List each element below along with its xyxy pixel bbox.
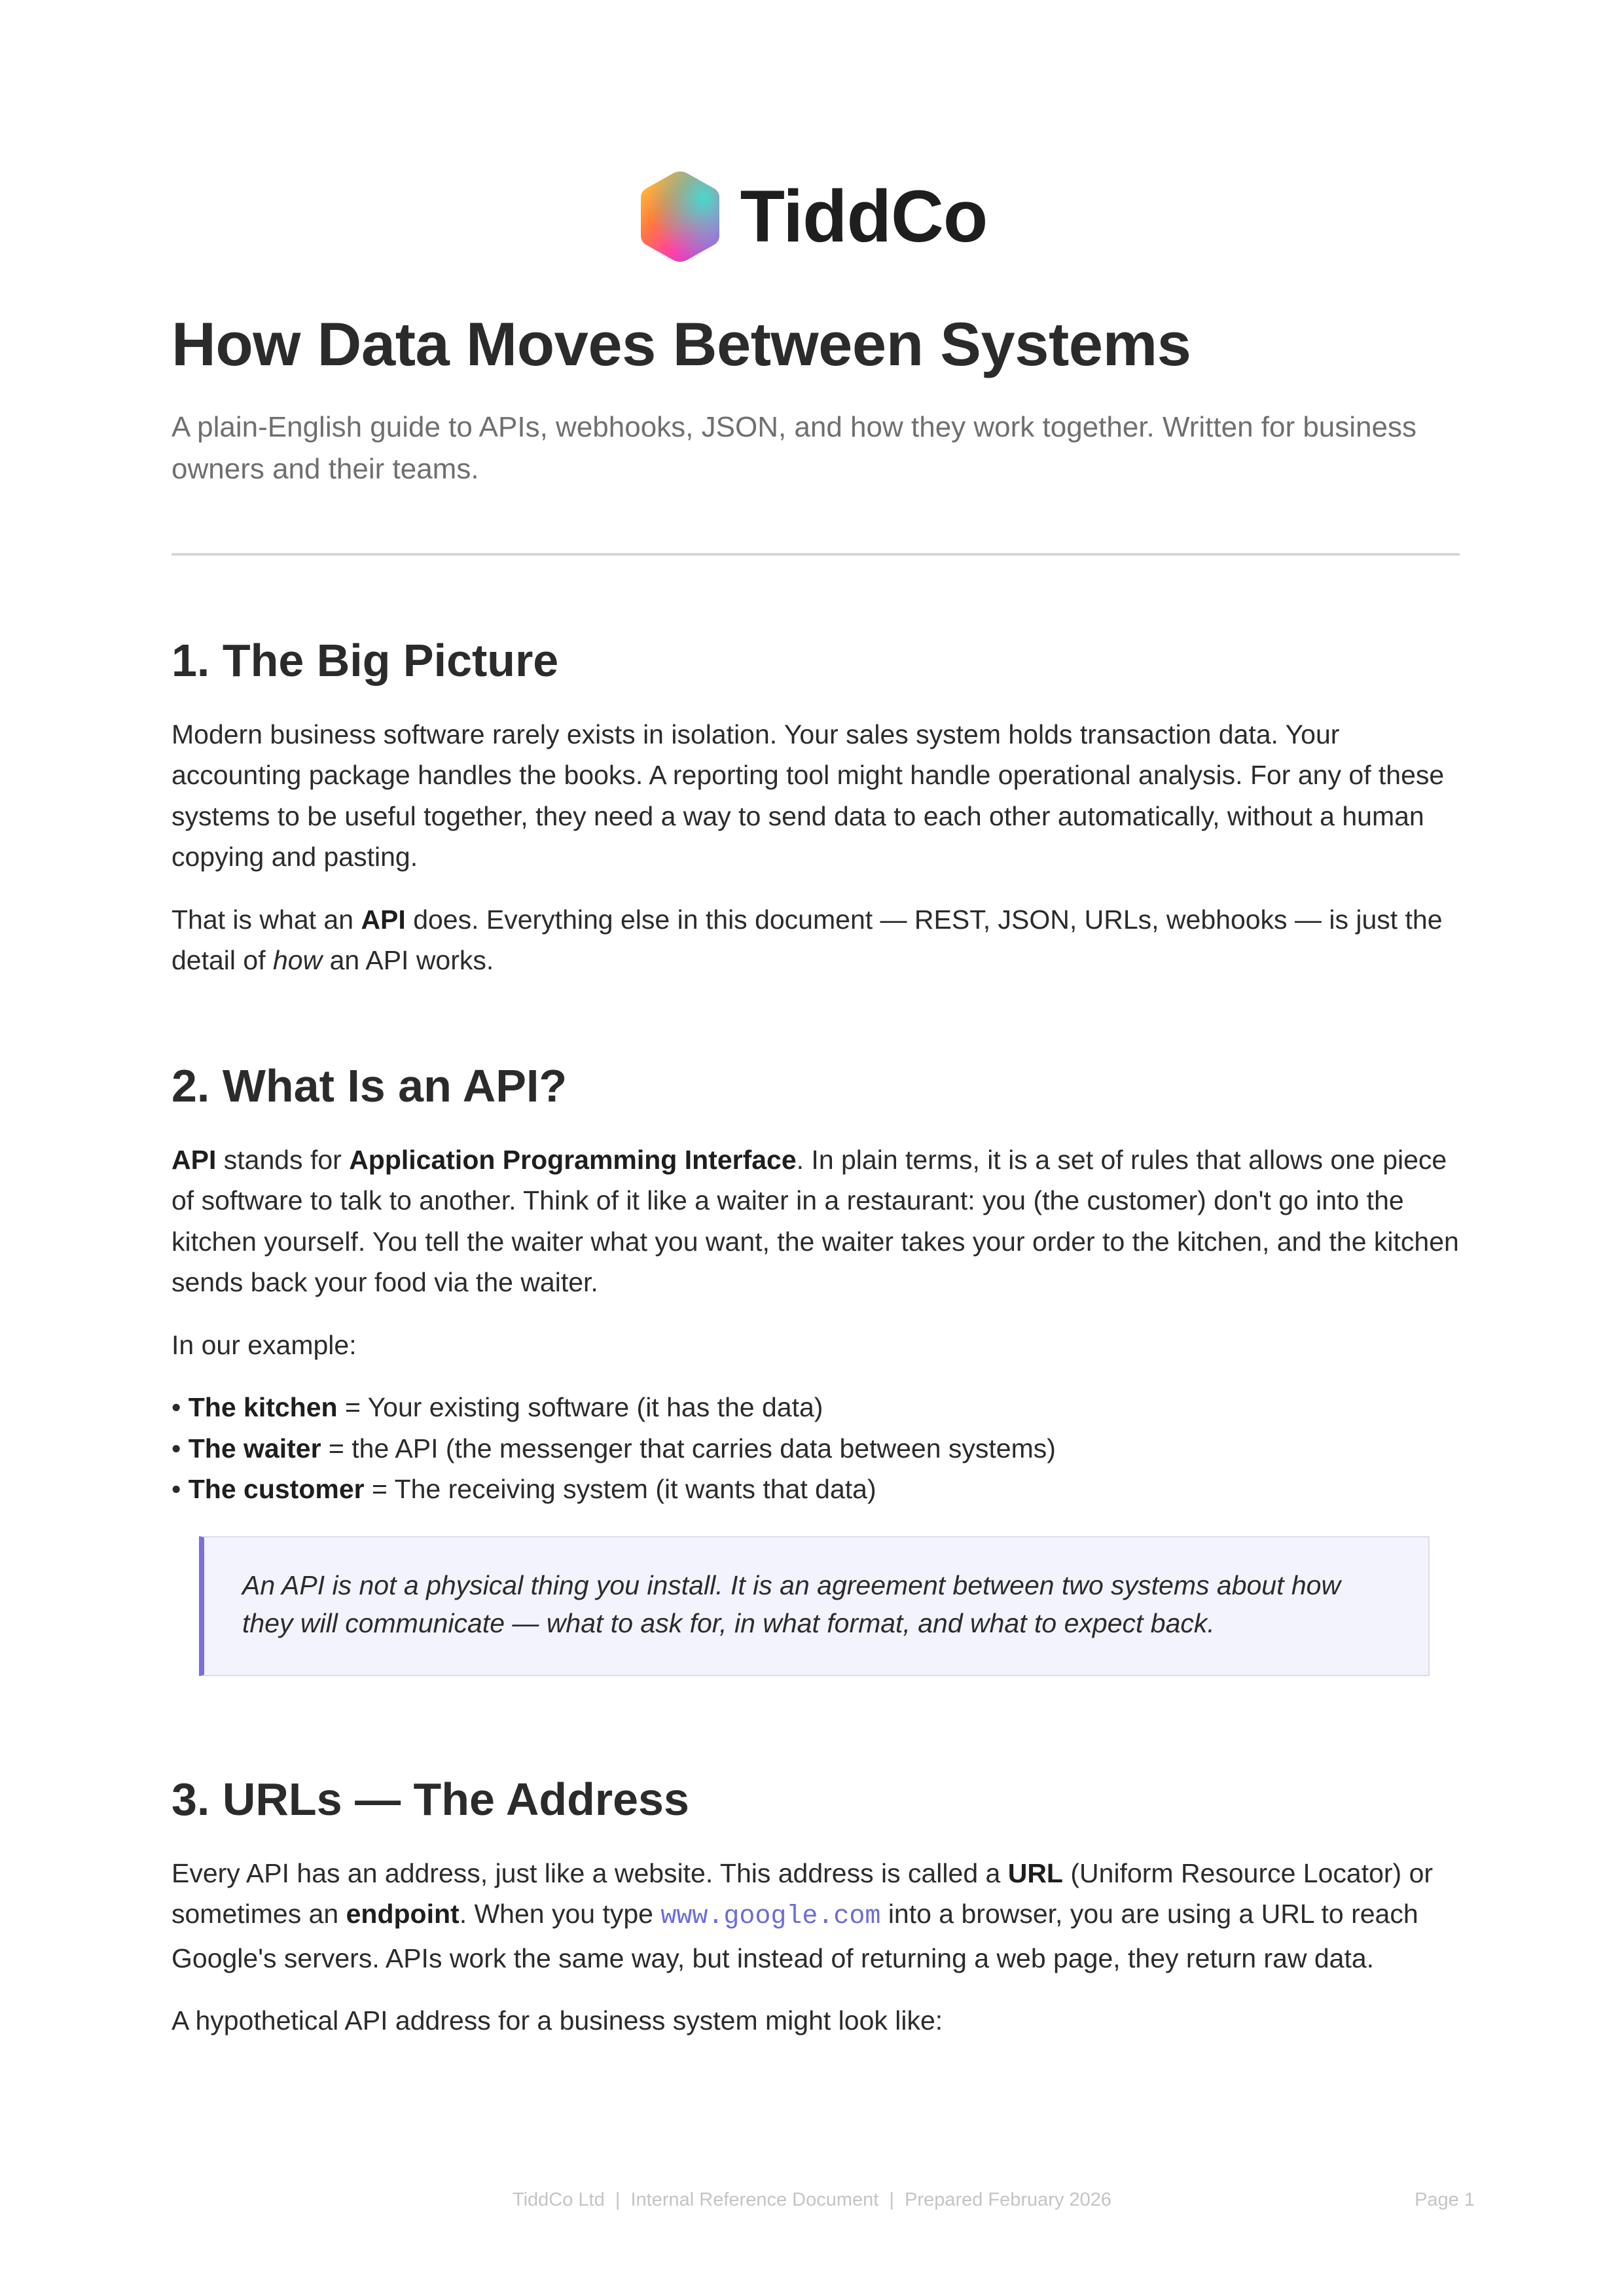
section-heading-big-picture: 1. The Big Picture (171, 634, 559, 686)
gradient-hexagon-icon (637, 169, 723, 264)
document-content (171, 308, 1460, 2041)
section-heading-urls: 3. URLs — The Address (171, 1773, 689, 1825)
document-subtitle: A plain-English guide to APIs, webhooks, JSON, and how they work together. Written for business owners and their teams. (171, 410, 1416, 485)
section1-paragraph-2: That is what an API does. Everything else in this document — REST, JSON, URLs, webhooks — is just the detail of how an API works. (171, 904, 1443, 976)
analogy-list (171, 1387, 1460, 1510)
document-title: How Data Moves Between Systems (171, 310, 1191, 378)
section-heading-what-is-api: 2. What Is an API? (171, 1060, 568, 1111)
brand-logo (0, 169, 1624, 264)
section2-paragraph-2: In our example: (171, 1329, 357, 1360)
page-number: Page 1 (1415, 2189, 1475, 2210)
header-divider (171, 553, 1460, 556)
section3-paragraph-1: Every API has an address, just like a website. This address is called a URL (Uniform Resource Locator) or sometimes an endpoint. When you type www.google.com into a browser, you are using a URL to reach Google's servers. APIs work the same way, but instead of returning a web page, they return raw data. (171, 1857, 1434, 1973)
list-item: • The waiter = the API (the messenger that carries data between systems) (171, 1433, 1056, 1463)
section1-paragraph-1: Modern business software rarely exists in isolation. Your sales system holds transaction data. Your accounting package handles the books. A reporting tool might handle operational analysis. For any of these systems to be useful together, they need a way to send data to each other automatically, without a human copying and pasting. (171, 719, 1445, 872)
list-item: • The kitchen = Your existing software (it has the data) (171, 1392, 823, 1423)
emphasis-how: how (273, 945, 323, 976)
brand-name: TiddCo (740, 175, 988, 257)
callout-note: An API is not a physical thing you install. It is an agreement between two systems about how they will communicate — what to ask for, in what format, and what to expect back. (199, 1536, 1430, 1676)
footer-text: TiddCo Ltd | Internal Reference Document | Prepared February 2026 (512, 2189, 1112, 2210)
section2-paragraph-1: API stands for Application Programming Interface. In plain terms, it is a set of rules that allows one piece of software to talk to another. Think of it like a waiter in a restaurant: you (the customer) don't go into the kitchen yourself. You tell the waiter what you want, the waiter takes your order to the kitchen, and the kitchen sends back your food via the waiter. (171, 1144, 1459, 1298)
section3-paragraph-2: A hypothetical API address for a business system might look like: (171, 2005, 943, 2036)
inline-code-url: www.google.com (660, 1902, 881, 1932)
term-api: API (361, 904, 406, 935)
list-item: • The customer = The receiving system (it wants that data) (171, 1474, 876, 1505)
